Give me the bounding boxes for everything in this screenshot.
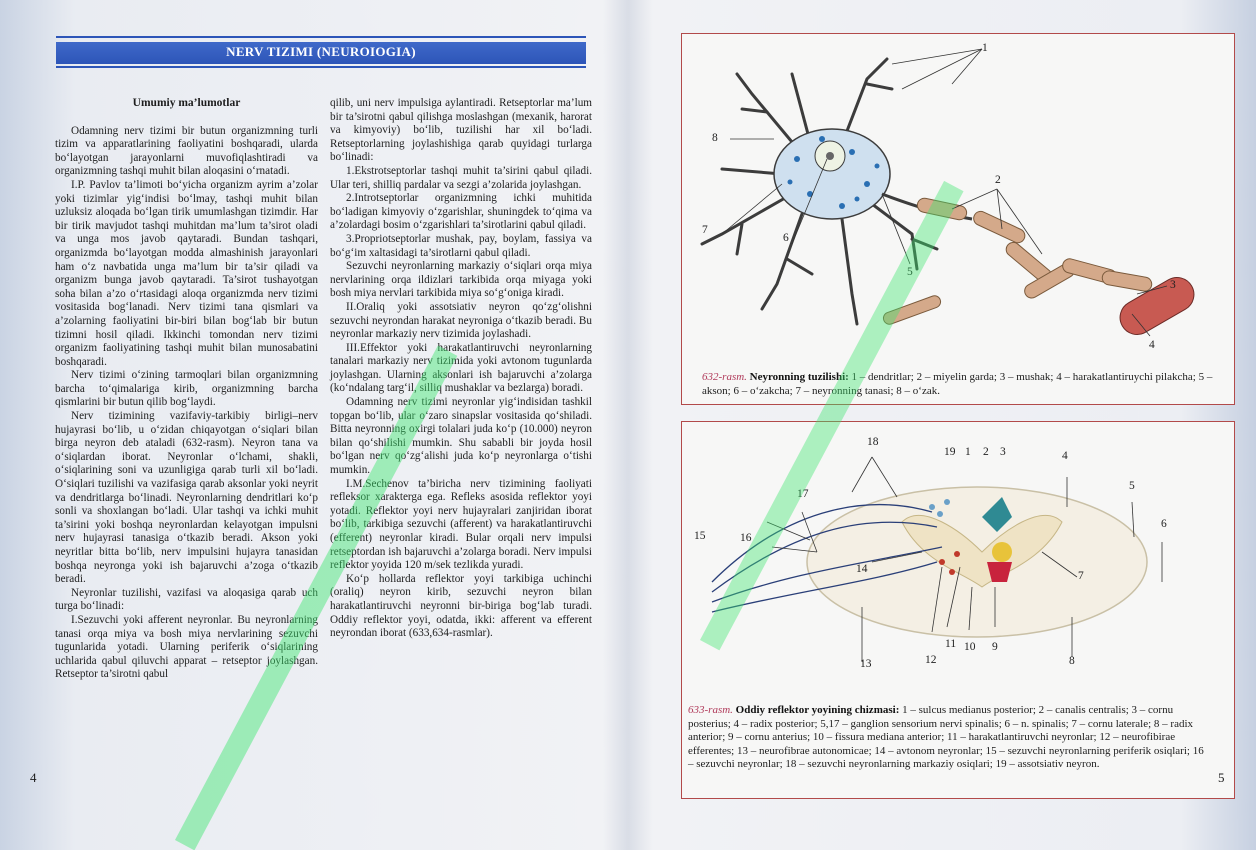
right-page xyxy=(628,0,1256,846)
fig633-label: 7 xyxy=(1078,570,1084,582)
fig633-label: 19 xyxy=(944,446,956,458)
page-number-right: 5 xyxy=(1218,770,1225,785)
fig632-label: 3 xyxy=(1170,279,1176,291)
paragraph: Ko‘p hollarda reflektor yoyi tarkibiga uchinchi (oraliq) neyron kirib, sezuvchi neyron bilan harakatlantiruvchi neyronni bir-biriga bog‘lab turadi. Oddiy reflektor yoyi, odatda, ikki: afferent va efferent neyrondan iborat (633,634-rasmlar). xyxy=(330,572,592,640)
paragraph: Nerv tizimining vazifaviy-tarkibiy birligi–nerv hujayrasi bo‘lib, u o‘zidan chiqayotgan o‘siqlari bilan birga neyron deb ataladi (632-rasm). Neyron tana va o‘siqlardan iborat. Neyronlar o‘lchami, shakli, o‘siqlarining soni va uzunligiga qarab turli xil bo‘ladi. O‘siqlari tuzilishi va vazifasiga qarab aksonlar yoki neyrit va dendritlarga bo‘linadi. Neyronlarning dendritlari ko‘p sonli va shoxlangan bo‘ladi. Ular tashqi va ichki muhit ta’sirini yoki boshqa neyronlardan kelayotgan impulsni nerv hujayrasi tanasiga o‘tkazib beradi. Akson yoki neyritlar bitta bo‘lib, nerv impulsini hujayra tanasidan boshqa neyronga yoki ish bajaruvchi a’zoga o‘tkazib beradi. xyxy=(55,410,318,586)
fig633-label: 13 xyxy=(860,658,872,670)
caption-label: 633-rasm. xyxy=(688,704,733,716)
fig633-label: 14 xyxy=(856,563,868,575)
left-page xyxy=(0,0,628,846)
fig632-label: 5 xyxy=(907,266,913,278)
fig633-label: 5 xyxy=(1129,480,1135,492)
figure-632-caption xyxy=(702,371,1220,398)
text-column-2 xyxy=(330,97,592,641)
paragraph: I.P. Pavlov ta’limoti bo‘yicha organizm ayrim a’zolar yoki tizimlar yig‘indisi bo‘lmay, tashqi muhit bilan uzluksiz aloqada bo‘lgan tirik umumlashgan tizimdir. Har bir tirik mavjudot tashqi muhitdan ma’lum ta’sirot oladi va unga mos javob qaytaradi. Bundan tashqari, organizmda bo‘layotgan modda almashinish jarayonlari ham o‘z navbatida unga ma’lum bir ta’sir qiladi va organizm bunga javob qaytaradi. Ta’sirot tushayotgan soha bilan a’zo o‘rtasidagi aloqa organizmda nerv tizimi vositasida bog‘lanadi. Nerv tizimi tana qismlari va a’zolarning faoliyatini bir-biri bilan bog‘lab bir butun tizimni hosil qiladi. Ikkinchi tomondan nerv tizimi organizm faoliyatining tashqi muhit bilan munosabatini boshqaradi. xyxy=(55,178,318,368)
caption-text: 1 – sulcus medianus posterior; 2 – canalis centralis; 3 – cornu posterius; 4 – radix posterior; 5,17 – ganglion sensorium nervi spinalis; 6 – n. spinalis; 7 – cornu laterale; 8 – radix anterior; 9 – cornu anterius; 10 – fissura mediana anterior; 11 – harakatlantiruvchi neyronlar; 12 – neurofibirae efferentes; 13 – neurofibrae autonomicae; 14 – avtonom neyronlar; 15 – sezuvchi neyronlarning periferik osiqlari; 16 – sezuvchi neyronlar; 18 – sezuvchi neyronlarning markaziy osiqlari; 19 – assotsiativ neyron. xyxy=(688,704,1204,770)
paragraph: II.Oraliq yoki assotsiativ neyron qo‘zg‘olishni sezuvchi neyrondan harakat neyroniga o‘tkazib beradi. Bu neyronlar markaziy nerv tizimida joylashadi. xyxy=(330,300,592,341)
chapter-header xyxy=(56,36,586,68)
section-heading: Umumiy ma’lumotlar xyxy=(132,97,241,109)
fig632-label: 4 xyxy=(1149,339,1155,351)
paragraph: III.Effektor yoki harakatlantiruvchi neyronlarning tanalari markaziy nerv tizimida yoki avtonom tugunlarda joylashgan. Ularning aksonlari ish bajaruvchi a’zolarga (ko‘ndalang targ‘il, silliq mushaklar va bezlarga) boradi. xyxy=(330,341,592,395)
caption-title: Neyronning tuzilishi: xyxy=(749,371,849,383)
caption-title: Oddiy reflektor yoyining chizmasi: xyxy=(735,704,900,716)
fig633-label: 15 xyxy=(694,530,706,542)
paragraph: 3.Propriotseptorlar mushak, pay, boylam, fassiya va bo‘g‘im xaltasidagi ta’sirotlarni qabul qiladi. xyxy=(330,232,592,259)
fig633-label: 4 xyxy=(1062,450,1068,462)
fig633-label: 11 xyxy=(945,638,957,650)
header-rule-bottom xyxy=(56,66,586,68)
paragraph: 1.Ekstrotseptorlar tashqi muhit ta’sirini qabul qiladi. Ular teri, shilliq pardalar va sezgi a’zolarida joylashgan. xyxy=(330,164,592,191)
paragraph: I.M.Sechenov ta’biricha nerv tizimining faoliyati refleksor xarakterga ega. Refleks asosida reflektor yoyi yotadi. Reflektor yoyi nerv hujayralari zanjiridan iborat bo‘lib, tarkibiga sezuvchi (afferent) va harakatlantiruvchi (efferent) neyronlar kiradi. Bular orqali nerv impulsi retseptordan ish bajaruvchi a’zolarga boradi. Nerv impulsi reflektor yoyida 120 m/sek tezlikda yuradi. xyxy=(330,477,592,572)
figure-632 xyxy=(681,33,1235,405)
nucleolus xyxy=(826,152,834,160)
paragraph: Odamning nerv tizimi bir butun organizmning turli tizim va apparatlarining faoliyatini boshqaradi, ularda bo‘layotgan jarayonlarni muvofiqlashtiradi va organizmning tashqi muhit bilan aloqasini o‘rnatadi. xyxy=(55,124,318,178)
text-column-1 xyxy=(55,97,318,682)
fig633-label: 6 xyxy=(1161,518,1167,530)
fig633-label: 8 xyxy=(1069,655,1075,667)
caption-text: 1 – dendritlar; 2 – miyelin garda; 3 – mushak; 4 – harakatlantiruychi pilakcha; 5 – akson; 6 – o‘zakcha; 7 – neyronning tanasi; 8 – o‘zak. xyxy=(702,371,1213,397)
fig633-label: 18 xyxy=(867,436,879,448)
fig632-label: 2 xyxy=(995,174,1001,186)
paragraph: Sezuvchi neyronlarning markaziy o‘siqlari orqa miya nervlarining orqa ildizlari tarkibida orqa miyaga yoki bosh miya nervlari tarkibida miya so‘g‘oniga kiradi. xyxy=(330,260,592,300)
fig633-label: 9 xyxy=(992,641,998,653)
fig633-label: 3 xyxy=(1000,446,1006,458)
caption-label: 632-rasm. xyxy=(702,371,747,383)
fig632-label: 7 xyxy=(702,224,708,236)
fig633-label: 10 xyxy=(964,641,976,653)
fig633-label: 2 xyxy=(983,446,989,458)
fig632-label: 6 xyxy=(783,232,789,244)
figure-633-caption xyxy=(688,704,1210,772)
paragraph: Odamning nerv tizimi neyronlar yig‘indisidan tashkil topgan bo‘lib, ular o‘zaro sinapslar vositasida qo‘shiladi. Bitta neyronning oxirgi tolalari juda ko‘p (10.000) neyron bilan qo‘shilishi mumkin. Shu sababli bir joyda hosil bo‘lgan nerv qo‘zg‘alishi juda ko‘p neyronlarga o‘tishi mumkin. xyxy=(330,396,592,477)
page-number-left: 4 xyxy=(30,770,37,785)
fig633-label: 12 xyxy=(925,654,937,666)
paragraph: Neyronlar tuzilishi, vazifasi va aloqasiga qarab uch turga bo‘linadi: xyxy=(55,586,318,613)
paragraph: I.Sezuvchi yoki afferent neyronlar. Bu neyronlarning tanasi orqa miya va bosh miya nervlarining sezuvchi tugunlarida yotadi. Ularning periferik o‘siqlarining uchlarida qabul qiluvchi apparat – retseptor joylashgan. Retseptor ta’sirotni qabul xyxy=(55,613,318,681)
paragraph: Nerv tizimi o‘zining tarmoqlari bilan organizmning barcha to‘qimalariga kirib, organizmning barcha qismlarini bir butun qilib bog‘laydi. xyxy=(55,369,318,409)
cornu-laterale xyxy=(992,542,1012,562)
fig633-label: 17 xyxy=(797,488,809,500)
fig632-label: 8 xyxy=(712,132,718,144)
fig633-label: 1 xyxy=(965,446,971,458)
fig632-label: 1 xyxy=(982,42,988,54)
chapter-title: NERV TIZIMI (NEUROIOGIA) xyxy=(226,44,416,59)
fig633-label: 16 xyxy=(740,532,752,544)
paragraph: qilib, uni nerv impulsiga aylantiradi. Retseptorlar ma’lum bir ta’sirotni qabul qilishga moslashgan (mexanik, harorat va kimyoviy) bo‘lib, tuzilishi har xil bo‘ladi. Retseptorlarning joylashishiga qarab quyidagi turlarga bo‘linadi: xyxy=(330,97,592,164)
header-rule-top xyxy=(56,36,586,38)
figure-633 xyxy=(681,421,1235,799)
paragraph: 2.Introtseptorlar organizmning ichki muhitida bo‘ladigan kimyoviy o‘zgarishlar, shuningdek to‘qima va a’zolardagi bosim o‘zgarishlari ta’sirotlarini qabul qiladi. xyxy=(330,192,592,232)
